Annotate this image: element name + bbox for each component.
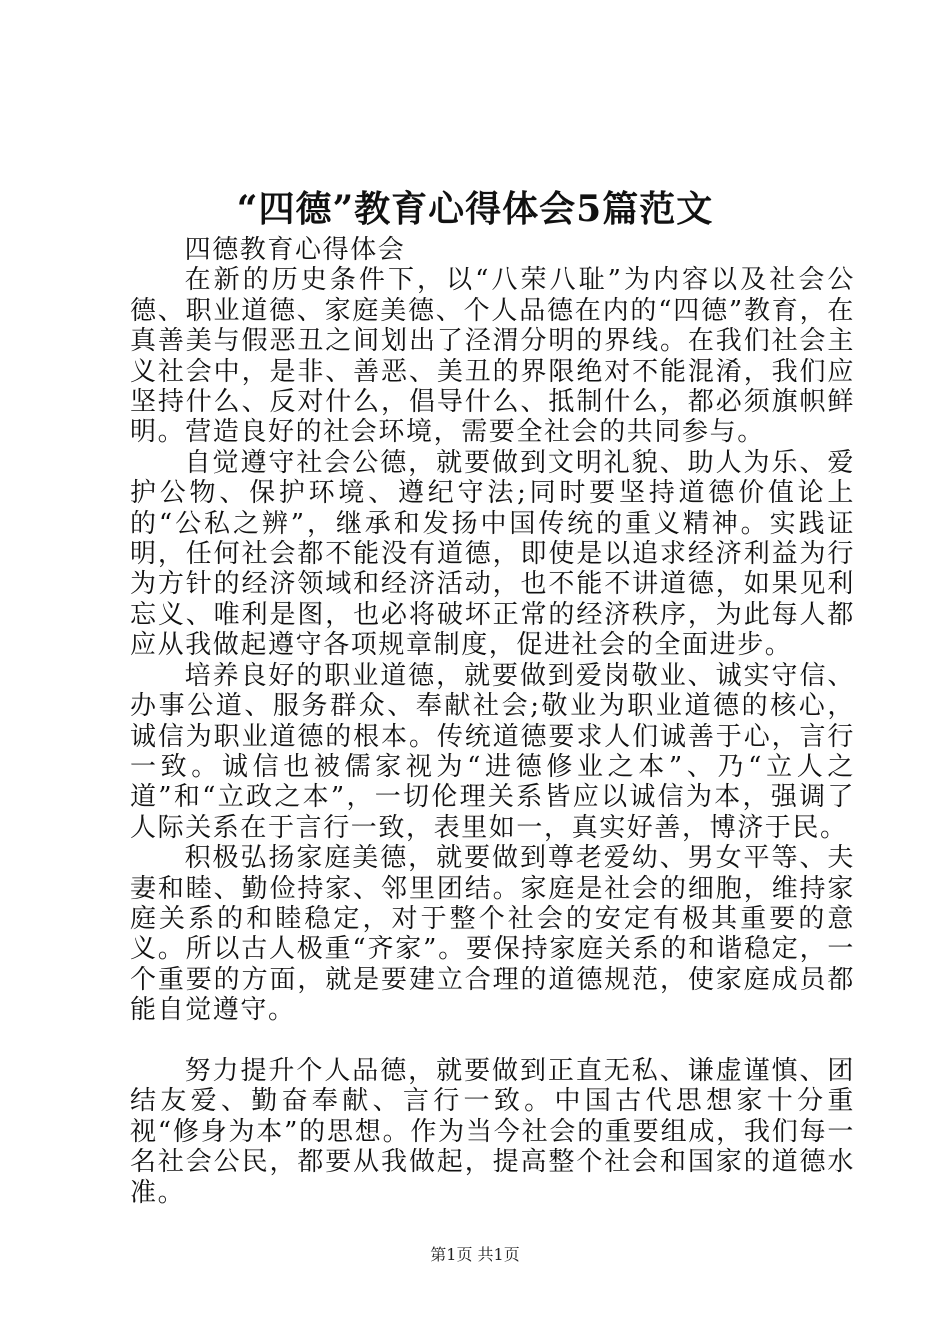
paragraph-family-virtue: 积极弘扬家庭美德，就要做到尊老爱幼、男女平等、夫妻和睦、勤俭持家、邻里团结。家庭是社会的细胞，维持家庭关系的和睦稳定，对于整个社会的安定有极其重要的意义。所以古人极重“齐家”。要保持家庭关系的和谐稳定，一个重要的方面，就是要建立合理的道德规范，使家庭成员都能自觉遵守。 [130, 843, 855, 1026]
paragraph-intro: 在新的历史条件下，以“八荣八耻”为内容以及社会公德、职业道德、家庭美德、个人品德在内的“四德”教育，在真善美与假恶丑之间划出了泾渭分明的界线。在我们社会主义社会中，是非、善恶、美丑的界限绝对不能混淆，我们应坚持什么、反对什么，倡导什么、抵制什么，都必须旗帜鲜明。营造良好的社会环境，需要全社会的共同参与。 [130, 265, 855, 448]
subtitle-line: 四德教育心得体会 [184, 235, 406, 265]
document-title: “四德”教育心得体会5篇范文 [236, 188, 714, 230]
document-body [130, 235, 855, 1208]
paragraph-social-morality: 自觉遵守社会公德，就要做到文明礼貌、助人为乐、爱护公物、保护环境、遵纪守法;同时要坚持道德价值论上的“公私之辨”，继承和发扬中国传统的重义精神。实践证明，任何社会都不能没有道德，即使是以追求经济利益为行为方针的经济领域和经济活动，也不能不讲道德，如果见利忘义、唯利是图，也必将破坏正常的经济秩序，为此每人都应从我做起遵守各项规章制度，促进社会的全面进步。 [130, 447, 855, 661]
page-number: 第1页 共1页 [430, 1245, 520, 1264]
paragraph-personal-character: 努力提升个人品德，就要做到正直无私、谦虚谨慎、团结友爱、勤奋奉献、言行一致。中国古代思想家十分重视“修身为本”的思想。作为当今社会的重要组成，我们每一名社会公民，都要从我做起，提高整个社会和国家的道德水准。 [130, 1055, 855, 1208]
paragraph-professional-ethics: 培养良好的职业道德，就要做到爱岗敬业、诚实守信、办事公道、服务群众、奉献社会;敬业为职业道德的核心，诚信为职业道德的根本。传统道德要求人们诚善于心，言行一致。诚信也被儒家视为“进德修业之本”、乃“立人之道”和“立政之本”，一切伦理关系皆应以诚信为本，强调了人际关系在于言行一致，表里如一，真实好善，博济于民。 [130, 660, 855, 843]
